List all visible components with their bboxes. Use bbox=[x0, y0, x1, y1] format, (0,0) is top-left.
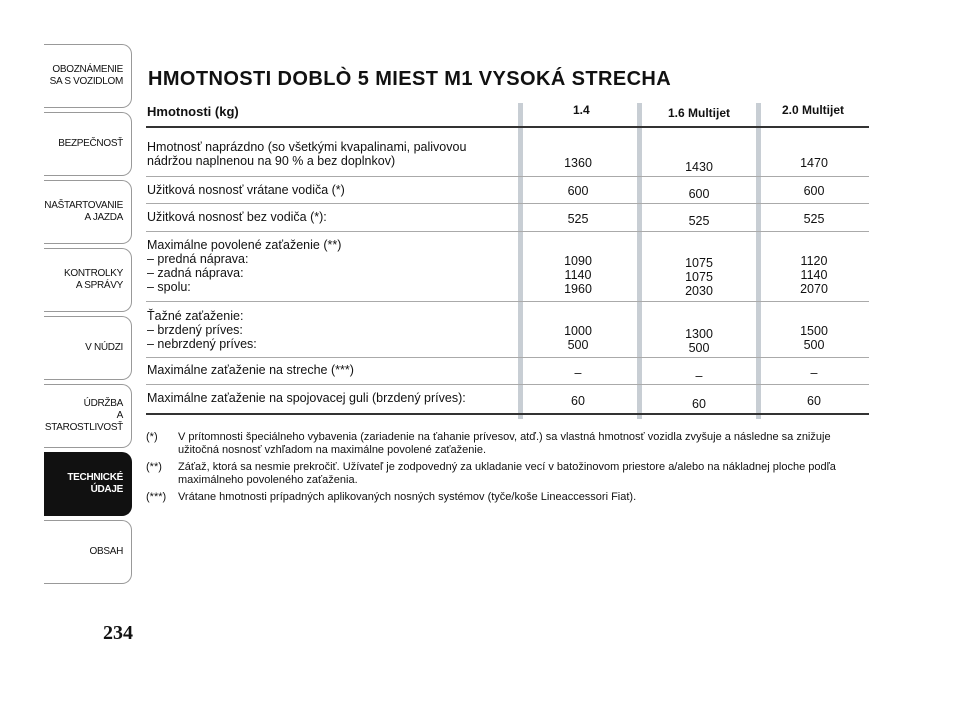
row-label-max-load: Maximálne povolené zaťaženie (**) – predná náprava: – zadná náprava: – spolu: bbox=[147, 238, 342, 294]
tab-udrzba[interactable]: ÚDRŽBA A STAROSTLIVOSŤ bbox=[44, 384, 132, 448]
column-header-1-6-multijet: 1.6 Multijet bbox=[668, 106, 731, 120]
tab-v-nudzi[interactable]: V NÚDZI bbox=[44, 316, 132, 380]
tab-technicke-udaje[interactable]: TECHNICKÉ ÚDAJE bbox=[44, 452, 132, 516]
cell: 60 bbox=[807, 394, 821, 408]
page-number: 234 bbox=[103, 622, 133, 644]
column-header-2-0-multijet: 2.0 Multijet bbox=[782, 103, 845, 117]
row-divider bbox=[146, 231, 869, 232]
cell: 1090 1140 1960 bbox=[564, 254, 592, 296]
row-label-tow-ball-load: Maximálne zaťaženie na spojovacej guli (brzdený príves): bbox=[147, 391, 466, 405]
cell: 1470 bbox=[800, 156, 828, 170]
table-bottom-rule bbox=[146, 413, 869, 415]
row-divider bbox=[146, 357, 869, 358]
tab-bezpecnost[interactable]: BEZPEČNOSŤ bbox=[44, 112, 132, 176]
row-divider bbox=[146, 176, 869, 177]
cell: 1000 500 bbox=[564, 324, 592, 352]
cell: 600 bbox=[688, 187, 710, 201]
column-divider bbox=[756, 103, 761, 419]
cell: – bbox=[695, 369, 703, 383]
tab-oboznamenie[interactable]: OBOZNÁMENIE SA S VOZIDLOM bbox=[44, 44, 132, 108]
tab-kontrolky[interactable]: KONTROLKY A SPRÁVY bbox=[44, 248, 132, 312]
cell: 600 bbox=[803, 184, 825, 198]
page-title: HMOTNOSTI DOBLÒ 5 MIEST M1 VYSOKÁ STRECHA bbox=[148, 68, 672, 90]
row-divider bbox=[146, 384, 869, 385]
cell: – bbox=[574, 366, 582, 380]
footnote: (*) V prítomnosti špeciálneho vybavenia (zariadenie na ťahanie prívesov, atď.) sa vlastná hmotnosť vozidla zvyšuje a následne sa znižuje užitočná nosnosť vzhľadom na maximálne povolené zaťaženie. bbox=[146, 431, 831, 456]
tab-nastartovanie[interactable]: NAŠTARTOVANIE A JAZDA bbox=[44, 180, 132, 244]
row-divider bbox=[146, 203, 869, 204]
footnote: (***) Vrátane hmotnosti prípadných aplikovaných nosných systémov (tyče/koše Lineaccessori Fiat). bbox=[146, 491, 637, 503]
row-divider bbox=[146, 301, 869, 302]
cell: 60 bbox=[692, 397, 706, 411]
table-header-label: Hmotnosti (kg) bbox=[147, 104, 239, 119]
header-rule bbox=[146, 126, 869, 128]
column-divider bbox=[637, 103, 642, 419]
cell: 1120 1140 2070 bbox=[800, 254, 828, 296]
cell: – bbox=[810, 366, 818, 380]
row-label-roof-load: Maximálne zaťaženie na streche (***) bbox=[147, 363, 354, 377]
column-header-1-4: 1.4 bbox=[573, 103, 590, 117]
row-label-payload-with-driver: Užitková nosnosť vrátane vodiča (*) bbox=[147, 183, 345, 197]
cell: 1500 500 bbox=[800, 324, 828, 352]
cell: 1300 500 bbox=[685, 327, 713, 355]
cell: 600 bbox=[567, 184, 589, 198]
tab-obsah[interactable]: OBSAH bbox=[44, 520, 132, 584]
cell: 525 bbox=[803, 212, 825, 226]
row-label-towing: Ťažné zaťaženie: – brzdený príves: – nebrzdený príves: bbox=[147, 309, 257, 351]
cell: 1075 1075 2030 bbox=[685, 256, 713, 298]
footnote: (**) Záťaž, ktorá sa nesmie prekročiť. Užívateľ je zodpovedný za ukladanie vecí v batožinovom priestore a/alebo na nákladnej ploche podľa maximálneho povoleného zaťaženia. bbox=[146, 461, 836, 486]
cell: 1360 bbox=[564, 156, 592, 170]
cell: 525 bbox=[567, 212, 589, 226]
row-label-empty-weight: Hmotnosť naprázdno (so všetkými kvapalinami, palivovou nádržou naplnenou na 90 % a bez doplnkov) bbox=[147, 140, 467, 168]
cell: 1430 bbox=[685, 160, 713, 174]
cell: 525 bbox=[688, 214, 710, 228]
column-divider bbox=[518, 103, 523, 419]
cell: 60 bbox=[571, 394, 585, 408]
row-label-payload-without-driver: Užitková nosnosť bez vodiča (*): bbox=[147, 210, 327, 224]
